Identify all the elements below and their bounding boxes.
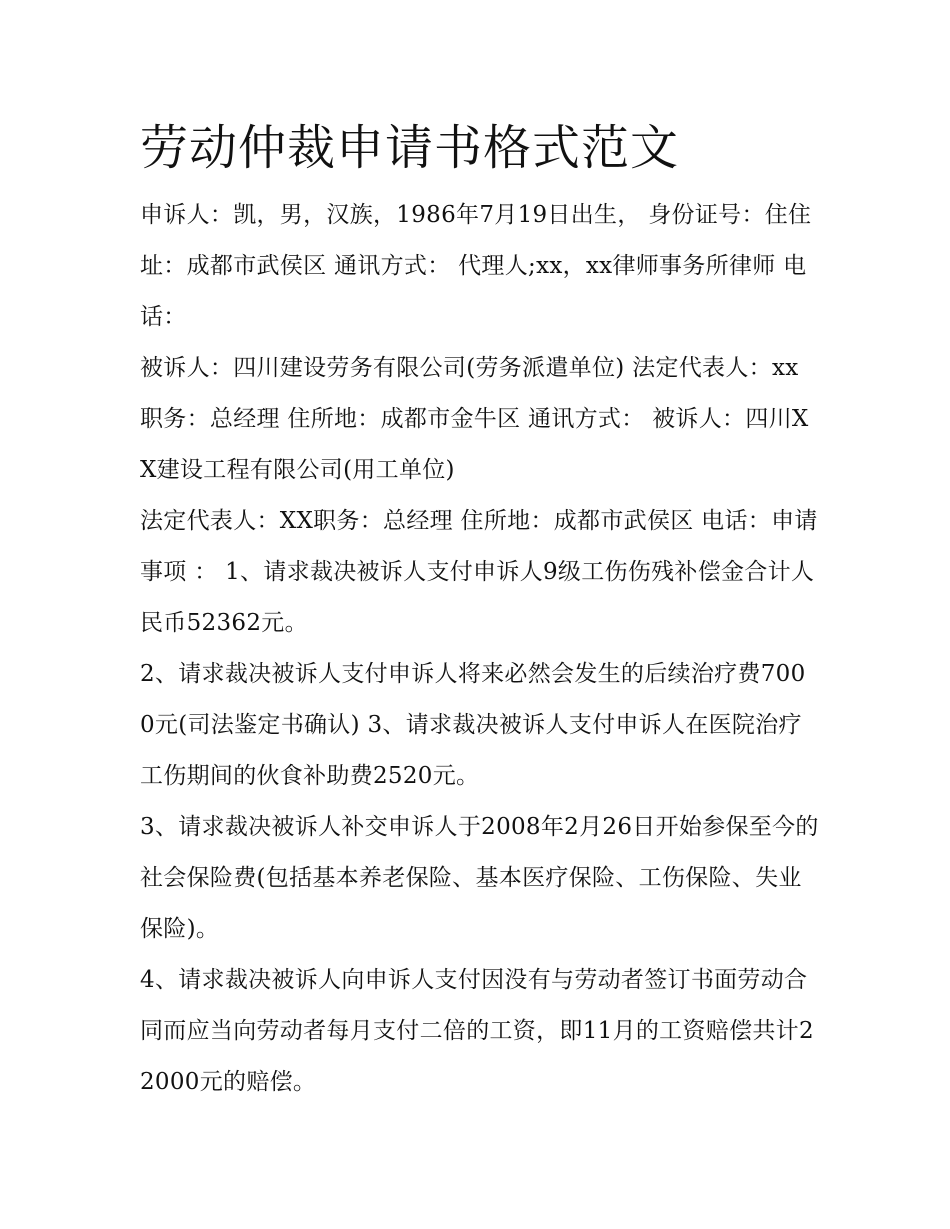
document-title: 劳动仲裁申请书格式范文: [140, 120, 680, 176]
document-body: [140, 112, 820, 1108]
paragraph-claim-4: 4、请求裁决被诉人向申诉人支付因没有与劳动者签订书面劳动合同而应当向劳动者每月支付二倍的工资，即11月的工资赔偿共计22000元的赔偿。: [140, 967, 814, 1095]
paragraph-complainant: 申诉人：凯，男，汉族，1986年7月19日出生， 身份证号：住住址：成都市武侯区 通讯方式： 代理人;xx，xx律师事务所律师 电话：: [140, 202, 812, 330]
paragraph-claim-2: 2、请求裁决被诉人支付申诉人将来必然会发生的后续治疗费7000元(司法鉴定书确认) 3、请求裁决被诉人支付申诉人在医院治疗工伤期间的伙食补助费2520元。: [140, 661, 806, 789]
paragraph-claim-3: 3、请求裁决被诉人补交申诉人于2008年2月26日开始参保至今的社会保险费(包括基本养老保险、基本医疗保险、工伤保险、失业保险)。: [140, 814, 819, 942]
paragraph-respondent: 被诉人：四川建设劳务有限公司(劳务派遣单位) 法定代表人：xx职务：总经理 住所地：成都市金牛区 通讯方式： 被诉人：四川XX建设工程有限公司(用工单位): [140, 355, 809, 483]
paragraph-claim-1: 法定代表人：XX职务：总经理 住所地：成都市武侯区 电话：申请事项 ： 1、请求裁决被诉人支付申诉人9级工伤伤残补偿金合计人民币52362元。: [140, 508, 818, 636]
